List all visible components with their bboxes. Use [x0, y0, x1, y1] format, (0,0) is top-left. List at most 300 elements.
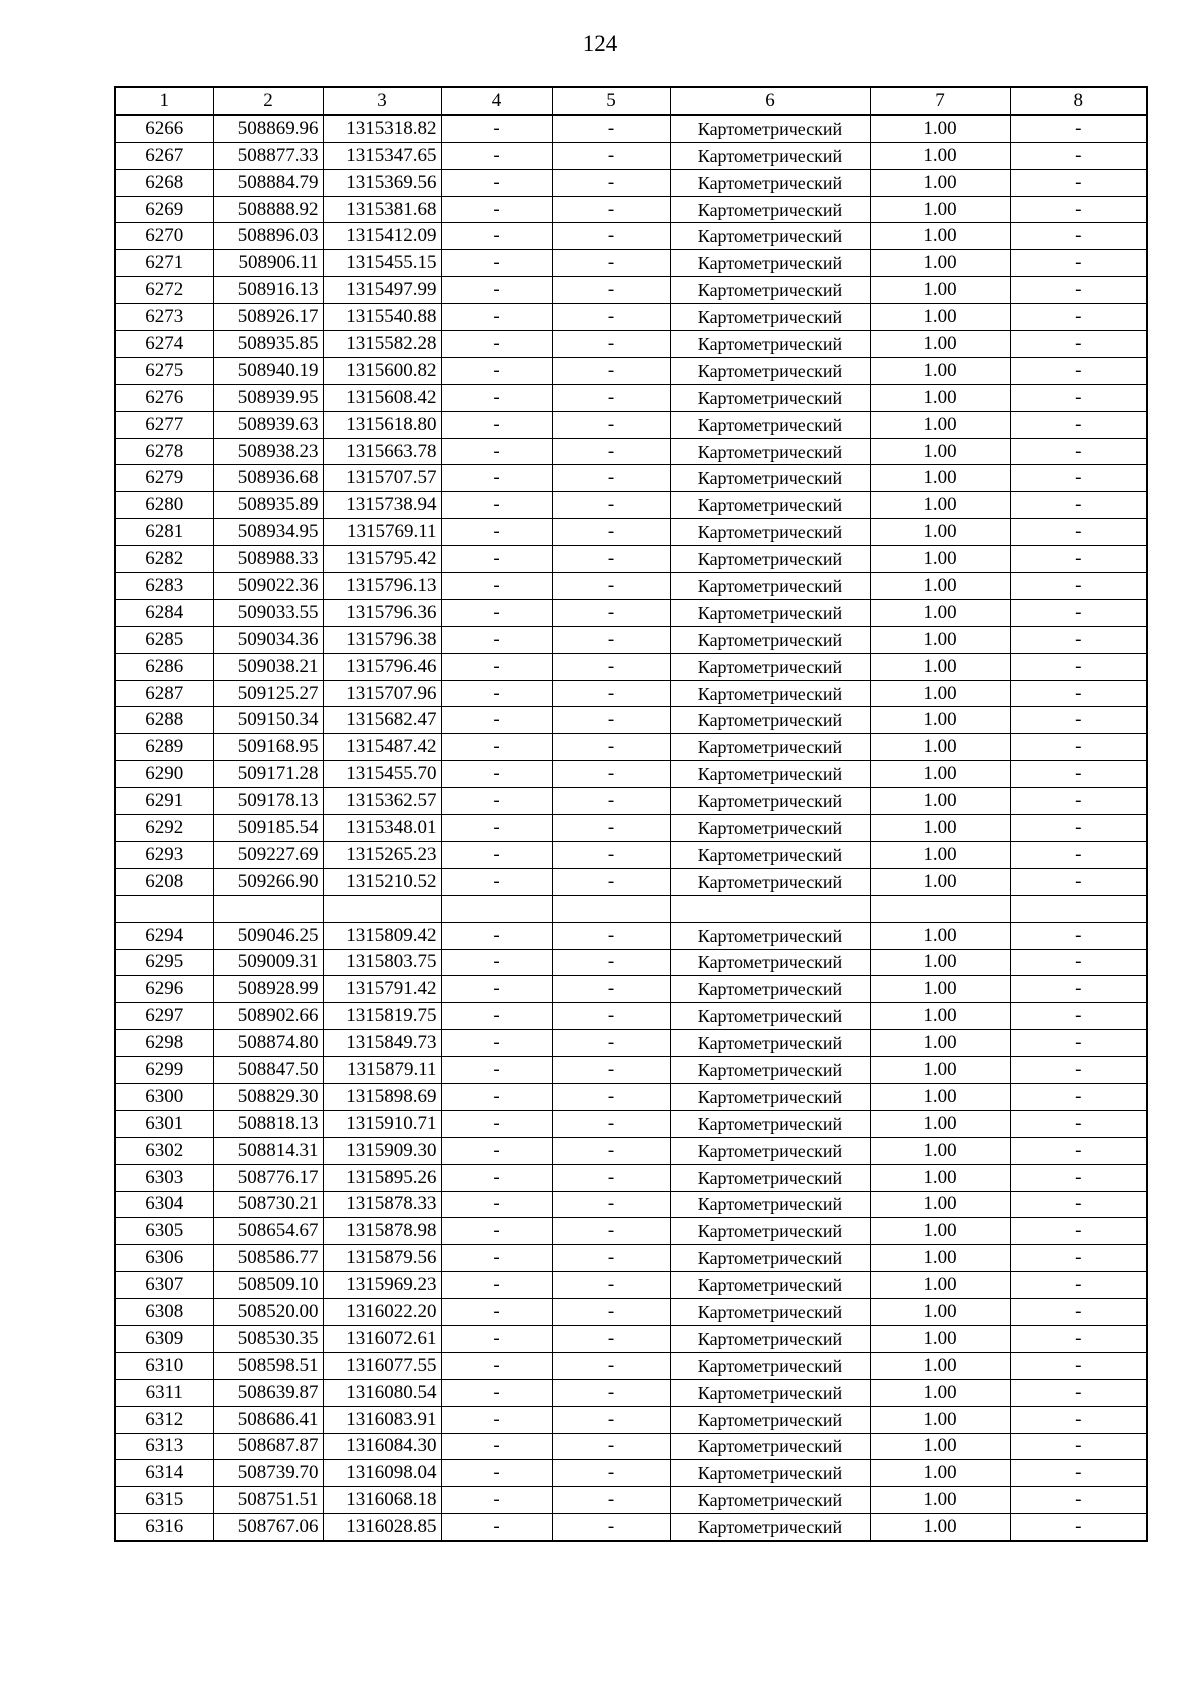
cell-method: Картометрический — [670, 761, 870, 788]
cell-col-8: - — [1010, 1406, 1147, 1433]
cell-col-5: - — [552, 492, 670, 519]
table-row — [115, 788, 1147, 815]
cell-coord-x: 508730.21 — [213, 1191, 323, 1218]
cell-accuracy: 1.00 — [870, 438, 1010, 465]
cell-col-5: - — [552, 142, 670, 169]
cell-coord-y: 1315362.57 — [323, 788, 441, 815]
table-row — [115, 1299, 1147, 1326]
cell-col-5: - — [552, 277, 670, 304]
cell-col-4: - — [441, 438, 552, 465]
column-header-5: 5 — [552, 87, 670, 115]
cell-col-8: - — [1010, 331, 1147, 358]
cell-coord-y: 1315898.69 — [323, 1083, 441, 1110]
cell-col-4: - — [441, 1460, 552, 1487]
cell-point-number: 6283 — [115, 573, 213, 600]
cell-col-5: - — [552, 438, 670, 465]
cell-coord-y: 1315600.82 — [323, 357, 441, 384]
table-row — [115, 331, 1147, 358]
cell-col-8: - — [1010, 599, 1147, 626]
cell-coord-y: 1315796.13 — [323, 573, 441, 600]
cell-point-number: 6284 — [115, 599, 213, 626]
cell-point-number: 6292 — [115, 815, 213, 842]
cell-col-5: - — [552, 250, 670, 277]
cell-col-4: - — [441, 1083, 552, 1110]
cell-col-5: - — [552, 1406, 670, 1433]
cell-point-number: 6288 — [115, 707, 213, 734]
cell-coord-y: 1315682.47 — [323, 707, 441, 734]
cell-coord-x: 508902.66 — [213, 1003, 323, 1030]
cell-point-number: 6312 — [115, 1406, 213, 1433]
table-row — [115, 115, 1147, 142]
cell-accuracy: 1.00 — [870, 1191, 1010, 1218]
cell-col-5: - — [552, 1325, 670, 1352]
cell-col-4: - — [441, 976, 552, 1003]
cell-coord-y: 1315369.56 — [323, 169, 441, 196]
cell-point-number: 6270 — [115, 223, 213, 250]
cell-method: Картометрический — [670, 841, 870, 868]
cell-accuracy: 1.00 — [870, 1406, 1010, 1433]
cell-coord-x: 508847.50 — [213, 1057, 323, 1084]
cell-col-8: - — [1010, 1164, 1147, 1191]
table-row — [115, 815, 1147, 842]
cell-point-number: 6271 — [115, 250, 213, 277]
cell-col-4: - — [441, 1487, 552, 1514]
cell-method: Картометрический — [670, 573, 870, 600]
cell-col-4: - — [441, 761, 552, 788]
table-row — [115, 1083, 1147, 1110]
cell-col-5: - — [552, 815, 670, 842]
cell-col-8: - — [1010, 707, 1147, 734]
table-row — [115, 949, 1147, 976]
cell-col-8: - — [1010, 357, 1147, 384]
cell-point-number: 6208 — [115, 868, 213, 895]
cell-col-4: - — [441, 384, 552, 411]
cell-coord-x: 509022.36 — [213, 573, 323, 600]
cell-coord-x: 508869.96 — [213, 115, 323, 142]
cell-coord-x: 508814.31 — [213, 1137, 323, 1164]
cell-method: Картометрический — [670, 277, 870, 304]
cell-col-8: - — [1010, 626, 1147, 653]
cell-col-8: - — [1010, 304, 1147, 331]
cell-point-number: 6301 — [115, 1110, 213, 1137]
cell-coord-x: 508936.68 — [213, 465, 323, 492]
cell-coord-y: 1315738.94 — [323, 492, 441, 519]
cell-col-4: - — [441, 1299, 552, 1326]
cell-point-number: 6275 — [115, 357, 213, 384]
cell-coord-y: 1315582.28 — [323, 331, 441, 358]
table-row — [115, 868, 1147, 895]
cell-col-5: - — [552, 1003, 670, 1030]
cell-col-8: - — [1010, 1083, 1147, 1110]
cell-col-5: - — [552, 1191, 670, 1218]
cell-coord-x: 509266.90 — [213, 868, 323, 895]
cell-col-5 — [552, 895, 670, 922]
cell-col-5: - — [552, 1460, 670, 1487]
cell-method: Картометрический — [670, 142, 870, 169]
cell-col-8: - — [1010, 438, 1147, 465]
cell-accuracy: 1.00 — [870, 1083, 1010, 1110]
cell-accuracy: 1.00 — [870, 1030, 1010, 1057]
cell-col-5: - — [552, 1514, 670, 1541]
cell-accuracy: 1.00 — [870, 1164, 1010, 1191]
cell-coord-x: 509168.95 — [213, 734, 323, 761]
cell-accuracy: 1.00 — [870, 1057, 1010, 1084]
cell-col-5: - — [552, 519, 670, 546]
cell-col-5: - — [552, 1137, 670, 1164]
cell-col-4: - — [441, 492, 552, 519]
cell-method: Картометрический — [670, 680, 870, 707]
cell-col-8: - — [1010, 1352, 1147, 1379]
cell-coord-y: 1315707.96 — [323, 680, 441, 707]
cell-coord-y: 1315879.11 — [323, 1057, 441, 1084]
cell-col-5: - — [552, 573, 670, 600]
cell-coord-x: 509009.31 — [213, 949, 323, 976]
cell-point-number: 6298 — [115, 1030, 213, 1057]
cell-point-number: 6309 — [115, 1325, 213, 1352]
table-row — [115, 546, 1147, 573]
cell-point-number: 6268 — [115, 169, 213, 196]
cell-method: Картометрический — [670, 465, 870, 492]
cell-col-5: - — [552, 1083, 670, 1110]
cell-accuracy: 1.00 — [870, 277, 1010, 304]
cell-col-5: - — [552, 653, 670, 680]
cell-coord-y: 1315796.38 — [323, 626, 441, 653]
cell-col-5: - — [552, 976, 670, 1003]
table-row — [115, 1433, 1147, 1460]
cell-method: Картометрический — [670, 196, 870, 223]
cell-coord-x: 508654.67 — [213, 1218, 323, 1245]
cell-point-number: 6310 — [115, 1352, 213, 1379]
cell-point-number: 6306 — [115, 1245, 213, 1272]
cell-method: Картометрический — [670, 1433, 870, 1460]
cell-col-8: - — [1010, 976, 1147, 1003]
cell-coord-y: 1315895.26 — [323, 1164, 441, 1191]
table-row — [115, 384, 1147, 411]
cell-accuracy: 1.00 — [870, 1218, 1010, 1245]
table-row — [115, 1003, 1147, 1030]
cell-col-5: - — [552, 331, 670, 358]
cell-col-8: - — [1010, 1218, 1147, 1245]
table-row — [115, 653, 1147, 680]
cell-point-number: 6266 — [115, 115, 213, 142]
cell-col-5: - — [552, 680, 670, 707]
cell-coord-y: 1316098.04 — [323, 1460, 441, 1487]
cell-col-8: - — [1010, 949, 1147, 976]
column-header-4: 4 — [441, 87, 552, 115]
page-number: 124 — [582, 31, 618, 56]
cell-accuracy: 1.00 — [870, 1325, 1010, 1352]
cell-method: Картометрический — [670, 304, 870, 331]
cell-point-number: 6277 — [115, 411, 213, 438]
cell-col-4: - — [441, 815, 552, 842]
cell-col-8: - — [1010, 1299, 1147, 1326]
table-row — [115, 1272, 1147, 1299]
cell-coord-y: 1315796.46 — [323, 653, 441, 680]
cell-coord-y: 1315769.11 — [323, 519, 441, 546]
cell-coord-y: 1315791.42 — [323, 976, 441, 1003]
cell-point-number: 6291 — [115, 788, 213, 815]
table-row — [115, 1352, 1147, 1379]
cell-col-5: - — [552, 841, 670, 868]
cell-accuracy: 1.00 — [870, 1433, 1010, 1460]
cell-point-number: 6307 — [115, 1272, 213, 1299]
cell-method: Картометрический — [670, 223, 870, 250]
cell-point-number: 6314 — [115, 1460, 213, 1487]
cell-col-4: - — [441, 519, 552, 546]
cell-col-4: - — [441, 1325, 552, 1352]
cell-coord-x: 508751.51 — [213, 1487, 323, 1514]
cell-coord-y: 1315618.80 — [323, 411, 441, 438]
cell-point-number: 6267 — [115, 142, 213, 169]
cell-coord-x: 509046.25 — [213, 922, 323, 949]
cell-col-4: - — [441, 653, 552, 680]
cell-col-4: - — [441, 573, 552, 600]
cell-method: Картометрический — [670, 438, 870, 465]
cell-coord-y: 1315265.23 — [323, 841, 441, 868]
cell-col-8: - — [1010, 841, 1147, 868]
cell-accuracy: 1.00 — [870, 357, 1010, 384]
cell-col-8: - — [1010, 1245, 1147, 1272]
cell-col-8: - — [1010, 922, 1147, 949]
cell-coord-y: 1315540.88 — [323, 304, 441, 331]
cell-col-5: - — [552, 1299, 670, 1326]
cell-col-4: - — [441, 1433, 552, 1460]
cell-method: Картометрический — [670, 788, 870, 815]
cell-col-8: - — [1010, 653, 1147, 680]
cell-col-5: - — [552, 922, 670, 949]
cell-col-8: - — [1010, 868, 1147, 895]
cell-coord-y: 1315608.42 — [323, 384, 441, 411]
cell-col-4: - — [441, 1379, 552, 1406]
table-row — [115, 1218, 1147, 1245]
cell-accuracy: 1.00 — [870, 492, 1010, 519]
cell-col-8: - — [1010, 546, 1147, 573]
cell-col-8: - — [1010, 1272, 1147, 1299]
cell-method: Картометрический — [670, 1083, 870, 1110]
cell-col-8: - — [1010, 1137, 1147, 1164]
cell-col-4: - — [441, 357, 552, 384]
cell-accuracy: 1.00 — [870, 680, 1010, 707]
cell-accuracy: 1.00 — [870, 976, 1010, 1003]
cell-accuracy: 1.00 — [870, 331, 1010, 358]
cell-col-8: - — [1010, 1325, 1147, 1352]
cell-coord-y: 1315803.75 — [323, 949, 441, 976]
cell-col-4: - — [441, 1272, 552, 1299]
cell-point-number: 6299 — [115, 1057, 213, 1084]
cell-coord-y: 1316084.30 — [323, 1433, 441, 1460]
cell-col-8: - — [1010, 223, 1147, 250]
cell-coord-x: 508686.41 — [213, 1406, 323, 1433]
cell-col-4: - — [441, 1245, 552, 1272]
cell-col-8: - — [1010, 519, 1147, 546]
cell-col-4: - — [441, 922, 552, 949]
cell-coord-x: 508739.70 — [213, 1460, 323, 1487]
cell-accuracy: 1.00 — [870, 1352, 1010, 1379]
cell-method: Картометрический — [670, 922, 870, 949]
table-row — [115, 465, 1147, 492]
table-row — [115, 761, 1147, 788]
cell-coord-y: 1315795.42 — [323, 546, 441, 573]
cell-coord-x: 508818.13 — [213, 1110, 323, 1137]
cell-method: Картометрический — [670, 1137, 870, 1164]
cell-col-4: - — [441, 626, 552, 653]
table-row — [115, 1110, 1147, 1137]
cell-col-8: - — [1010, 788, 1147, 815]
cell-col-8: - — [1010, 680, 1147, 707]
cell-col-4: - — [441, 250, 552, 277]
cell-coord-x: 508935.89 — [213, 492, 323, 519]
cell-col-8: - — [1010, 1487, 1147, 1514]
cell-coord-y: 1315663.78 — [323, 438, 441, 465]
cell-coord-y: 1315819.75 — [323, 1003, 441, 1030]
table-row — [115, 142, 1147, 169]
cell-coord-y: 1315969.23 — [323, 1272, 441, 1299]
cell-point-number: 6289 — [115, 734, 213, 761]
cell-col-4: - — [441, 411, 552, 438]
table-row — [115, 223, 1147, 250]
cell-col-8: - — [1010, 384, 1147, 411]
cell-col-4: - — [441, 196, 552, 223]
cell-coord-y: 1316028.85 — [323, 1514, 441, 1541]
table-row — [115, 250, 1147, 277]
cell-col-5: - — [552, 465, 670, 492]
cell-method: Картометрический — [670, 1245, 870, 1272]
cell-col-4: - — [441, 841, 552, 868]
cell-coord-x: 508509.10 — [213, 1272, 323, 1299]
table-row — [115, 626, 1147, 653]
table-row — [115, 492, 1147, 519]
cell-col-4: - — [441, 169, 552, 196]
cell-col-5: - — [552, 411, 670, 438]
table-row — [115, 1030, 1147, 1057]
cell-col-4 — [441, 895, 552, 922]
cell-method: Картометрический — [670, 357, 870, 384]
cell-coord-x: 508934.95 — [213, 519, 323, 546]
cell-col-4: - — [441, 1030, 552, 1057]
cell-coord-x: 508916.13 — [213, 277, 323, 304]
cell-coord-x: 508928.99 — [213, 976, 323, 1003]
table-row — [115, 841, 1147, 868]
cell-col-5: - — [552, 1110, 670, 1137]
cell-coord-y: 1315707.57 — [323, 465, 441, 492]
cell-col-8: - — [1010, 411, 1147, 438]
cell-coord-x: 508874.80 — [213, 1030, 323, 1057]
cell-coord-x: 508938.23 — [213, 438, 323, 465]
cell-col-5: - — [552, 1245, 670, 1272]
cell-col-5: - — [552, 1433, 670, 1460]
cell-col-8: - — [1010, 250, 1147, 277]
cell-method: Картометрический — [670, 1487, 870, 1514]
cell-accuracy: 1.00 — [870, 761, 1010, 788]
cell-coord-x: 508939.95 — [213, 384, 323, 411]
cell-col-5: - — [552, 1030, 670, 1057]
cell-coord-y: 1316072.61 — [323, 1325, 441, 1352]
cell-col-4: - — [441, 1352, 552, 1379]
cell-accuracy: 1.00 — [870, 465, 1010, 492]
cell-col-8: - — [1010, 196, 1147, 223]
cell-coord-x — [213, 895, 323, 922]
cell-accuracy: 1.00 — [870, 599, 1010, 626]
cell-col-4: - — [441, 1137, 552, 1164]
cell-point-number: 6287 — [115, 680, 213, 707]
cell-coord-x: 508586.77 — [213, 1245, 323, 1272]
cell-coord-x: 508639.87 — [213, 1379, 323, 1406]
cell-accuracy: 1.00 — [870, 1137, 1010, 1164]
cell-col-4: - — [441, 331, 552, 358]
cell-coord-x: 509033.55 — [213, 599, 323, 626]
cell-col-5: - — [552, 949, 670, 976]
column-header-8: 8 — [1010, 87, 1147, 115]
cell-point-number: 6313 — [115, 1433, 213, 1460]
cell-col-8: - — [1010, 1460, 1147, 1487]
cell-method: Картометрический — [670, 976, 870, 1003]
cell-col-4: - — [441, 734, 552, 761]
cell-point-number: 6286 — [115, 653, 213, 680]
cell-accuracy: 1.00 — [870, 922, 1010, 949]
cell-coord-x: 509185.54 — [213, 815, 323, 842]
cell-coord-y — [323, 895, 441, 922]
cell-coord-y: 1315455.70 — [323, 761, 441, 788]
cell-accuracy: 1.00 — [870, 815, 1010, 842]
table-body — [115, 115, 1147, 1541]
cell-col-4: - — [441, 1191, 552, 1218]
table-row — [115, 599, 1147, 626]
cell-col-5: - — [552, 169, 670, 196]
cell-method: Картометрический — [670, 1299, 870, 1326]
cell-col-4: - — [441, 1164, 552, 1191]
cell-coord-x: 508829.30 — [213, 1083, 323, 1110]
cell-point-number: 6304 — [115, 1191, 213, 1218]
cell-point-number: 6296 — [115, 976, 213, 1003]
column-header-2: 2 — [213, 87, 323, 115]
cell-coord-x: 509150.34 — [213, 707, 323, 734]
cell-coord-y: 1316080.54 — [323, 1379, 441, 1406]
cell-coord-y: 1315910.71 — [323, 1110, 441, 1137]
cell-accuracy: 1.00 — [870, 788, 1010, 815]
cell-accuracy — [870, 895, 1010, 922]
cell-accuracy: 1.00 — [870, 1299, 1010, 1326]
cell-col-5: - — [552, 115, 670, 142]
table-row — [115, 1487, 1147, 1514]
cell-point-number: 6295 — [115, 949, 213, 976]
cell-col-4: - — [441, 1406, 552, 1433]
table-row — [115, 1191, 1147, 1218]
cell-col-8 — [1010, 895, 1147, 922]
cell-col-8: - — [1010, 169, 1147, 196]
cell-col-8: - — [1010, 277, 1147, 304]
cell-accuracy: 1.00 — [870, 1272, 1010, 1299]
cell-coord-x: 508877.33 — [213, 142, 323, 169]
cell-col-4: - — [441, 1003, 552, 1030]
cell-col-4: - — [441, 599, 552, 626]
cell-method: Картометрический — [670, 115, 870, 142]
table-row — [115, 1137, 1147, 1164]
cell-accuracy: 1.00 — [870, 546, 1010, 573]
cell-point-number: 6315 — [115, 1487, 213, 1514]
cell-col-4: - — [441, 115, 552, 142]
cell-method: Картометрический — [670, 734, 870, 761]
cell-point-number: 6290 — [115, 761, 213, 788]
cell-point-number: 6281 — [115, 519, 213, 546]
cell-point-number: 6302 — [115, 1137, 213, 1164]
cell-coord-x: 508988.33 — [213, 546, 323, 573]
cell-coord-y: 1315348.01 — [323, 815, 441, 842]
cell-col-4: - — [441, 1218, 552, 1245]
coordinates-table — [114, 86, 1148, 1542]
table-row — [115, 573, 1147, 600]
cell-method: Картометрический — [670, 1406, 870, 1433]
cell-accuracy: 1.00 — [870, 250, 1010, 277]
